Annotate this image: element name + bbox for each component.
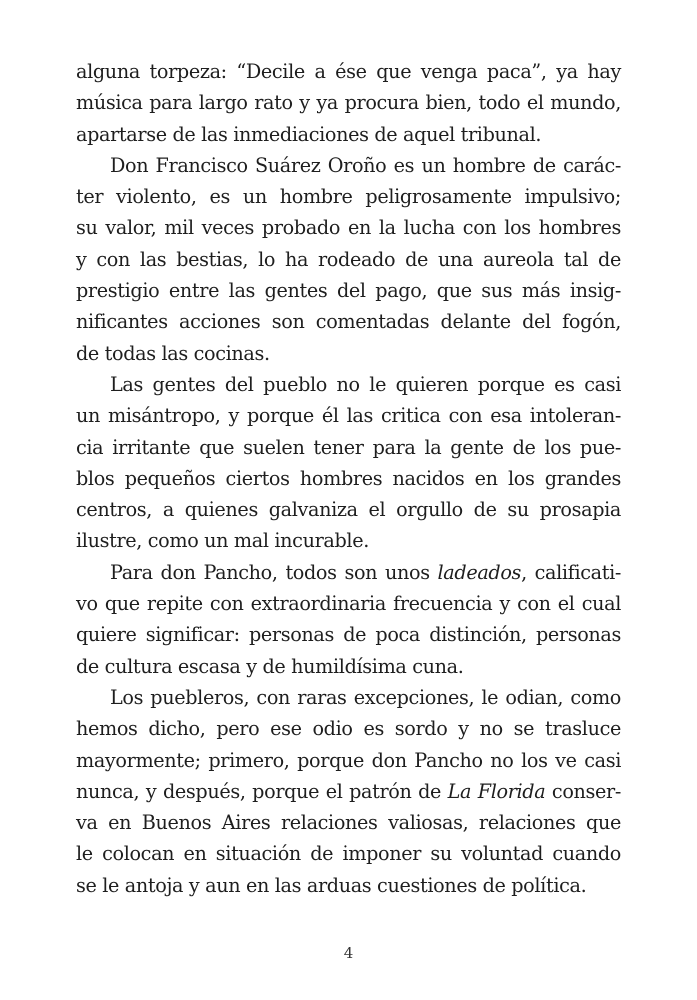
text-line: un misántropo, y porque él las critica con esa intoleran- <box>76 404 621 428</box>
text-line: apartarse de las inmediaciones de aquel tribunal. <box>76 122 542 146</box>
text-line: prestigio entre las gentes del pago, que sus más insig- <box>76 279 621 303</box>
paragraph <box>76 150 621 369</box>
text-line: hemos dicho, pero ese odio es sordo y no se trasluce <box>76 717 621 741</box>
text-line: y con las bestias, lo ha rodeado de una aureola tal de <box>76 247 621 271</box>
text-line: vo que repite con extraordinaria frecuencia y con el cual <box>76 592 621 616</box>
text-line: mayormente; primero, porque don Pancho no los ve casi <box>76 748 621 772</box>
text-span: Para don Pancho, todos son unos <box>110 560 438 584</box>
text-line <box>76 776 621 807</box>
text-line: se le antoja y aun en las arduas cuestiones de política. <box>76 873 587 897</box>
page-number: 4 <box>343 944 354 962</box>
text-span: , calificati- <box>521 560 621 584</box>
text-line: ilustre, como un mal incurable. <box>76 529 369 553</box>
text-line: Las gentes del pueblo no le quieren porque es casi <box>110 372 621 396</box>
body-text <box>76 56 621 901</box>
text-line: de cultura escasa y de humildísima cuna. <box>76 654 464 678</box>
text-line: le colocan en situación de imponer su voluntad cuando <box>76 842 621 866</box>
text-line: quiere significar: personas de poca distinción, personas <box>76 623 621 647</box>
text-line: de todas las cocinas. <box>76 341 270 365</box>
text-line: alguna torpeza: “Decile a ése que venga paca”, ya hay <box>76 60 621 83</box>
text-line: nificantes acciones son comentadas delante del fogón, <box>76 310 621 334</box>
text-line: centros, a quienes galvaniza el orgullo de su prosapia <box>76 498 621 522</box>
paragraph <box>76 369 621 557</box>
italic-text: ladeados <box>437 560 522 584</box>
text-line: su valor, mil veces probado en la lucha con los hombres <box>76 216 621 240</box>
text-span: conser- <box>545 779 621 803</box>
paragraph <box>76 56 621 150</box>
paragraph <box>76 557 621 682</box>
text-line: ter violento, es un hombre peligrosamente impulsivo; <box>76 185 621 209</box>
paragraph <box>76 682 621 901</box>
text-span: nunca, y después, porque el patrón de <box>76 779 448 803</box>
text-line <box>76 557 621 588</box>
text-line: Don Francisco Suárez Oroño es un hombre de carác- <box>110 153 621 177</box>
text-line: va en Buenos Aires relaciones valiosas, relaciones que <box>76 811 621 835</box>
text-line: música para largo rato y ya procura bien, todo el mundo, <box>76 91 621 115</box>
italic-text: La Florida <box>447 779 546 803</box>
text-line: blos pequeños ciertos hombres nacidos en los grandes <box>76 466 621 490</box>
text-line: cia irritante que suelen tener para la gente de los pue- <box>76 435 621 459</box>
text-line: Los puebleros, con raras excepciones, le odian, como <box>110 685 621 709</box>
